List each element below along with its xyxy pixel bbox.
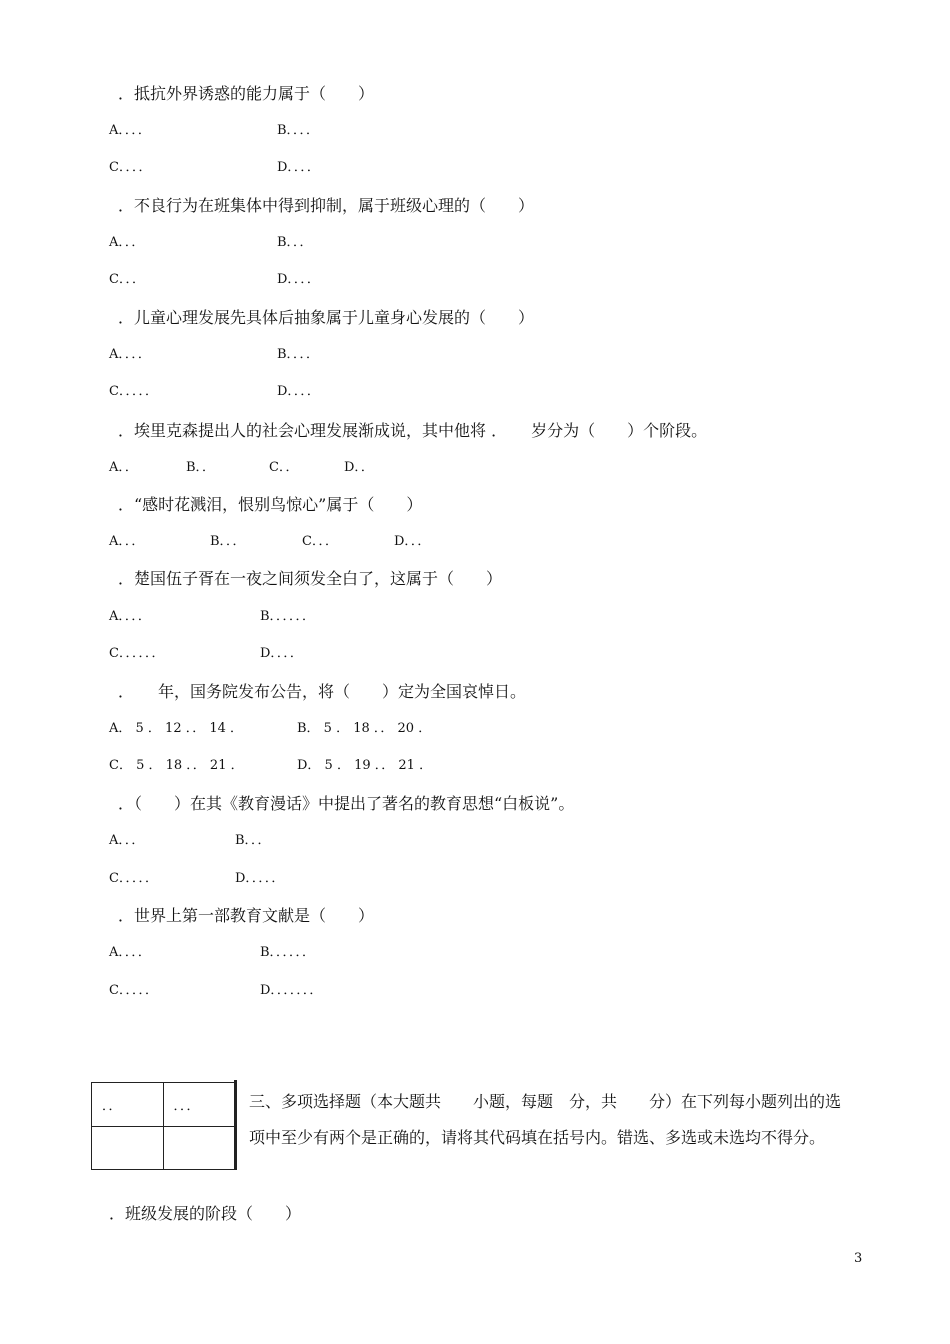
option-c: C．．．．．．: [109, 646, 165, 661]
question-stem: ．儿童心理发展先具体后抽象属于儿童身心发展的（ ）: [118, 308, 535, 327]
option-c: C．．．．．: [109, 983, 158, 998]
option-d: D．．．．: [277, 384, 320, 399]
question-stem: ．不良行为在班集体中得到抑制，属于班级心理的（ ）: [118, 196, 535, 215]
score-header: ．．: [92, 1083, 164, 1127]
question-stem: ．班级发展的阶段（ ）: [109, 1204, 302, 1223]
option-b: B．．．．．．: [260, 945, 316, 960]
option-b: B．．．: [235, 833, 271, 848]
option-d: D．．．．．: [235, 871, 285, 886]
option-d: D．．．．: [277, 160, 320, 175]
question-stem: ． 年，国务院发布公告，将（ ）定为全国哀悼日。: [118, 682, 527, 701]
option-a: A． 5 ． 12 ．． 14 ．: [109, 721, 244, 736]
option-a: A．．: [109, 460, 138, 475]
option-b: B．．．．: [277, 347, 320, 362]
option-a: A．．．．: [109, 123, 151, 138]
option-a: A．．．．: [109, 347, 151, 362]
option-b: B．．．: [210, 534, 246, 549]
option-b: B．．: [186, 460, 216, 475]
section-line-2: 项中至少有两个是正确的，请将其代码填在括号内。错选、多选或未选均不得分。: [249, 1128, 826, 1147]
option-d: D．．．: [394, 534, 431, 549]
question-stem: ．抵抗外界诱惑的能力属于（ ）: [118, 84, 375, 103]
option-d: D．．．．: [260, 646, 303, 661]
option-a: A．．．．: [109, 609, 151, 624]
option-d: D． 5 ． 19 ．． 21 ．: [297, 758, 433, 773]
option-c: C． 5 ． 18 ．． 21 ．: [109, 758, 244, 773]
option-a: A．．．: [109, 534, 145, 549]
option-b: B．．．: [277, 235, 313, 250]
question-stem: ．（ ）在其《教育漫话》中提出了著名的教育思想“白板说”。: [118, 794, 575, 813]
option-a: A．．．: [109, 235, 145, 250]
option-c: C．．．．: [109, 160, 152, 175]
question-stem: ．“感时花溅泪，恨别鸟惊心”属于（ ）: [118, 495, 423, 514]
option-c: C．．．．．: [109, 871, 158, 886]
option-c: C．．．: [302, 534, 338, 549]
question-stem: ．埃里克森提出人的社会心理发展渐成说，其中他将 ． 岁分为（ ）个阶段。: [118, 421, 708, 440]
option-d: D．．: [344, 460, 374, 475]
table-divider: [234, 1080, 237, 1170]
section-heading: [249, 1084, 869, 1156]
score-cell: [92, 1126, 164, 1170]
option-d: D．．．．．．．: [260, 983, 323, 998]
option-d: D．．．．: [277, 272, 320, 287]
option-b: B．．．．．．: [260, 609, 316, 624]
option-b: B． 5 ． 18 ．． 20 ．: [297, 721, 432, 736]
section-line-1: 三、多项选择题（本大题共 小题，每题 分，共 分）在下列每小题列出的选: [249, 1092, 842, 1111]
option-c: C．．: [269, 460, 299, 475]
grader-cell: [163, 1126, 235, 1170]
option-a: A．．．．: [109, 945, 151, 960]
option-a: A．．．: [109, 833, 145, 848]
option-c: C．．．．．: [109, 384, 158, 399]
question-stem: ．楚国伍子胥在一夜之间须发全白了，这属于（ ）: [118, 569, 503, 588]
score-table: [91, 1082, 235, 1170]
question-stem: ．世界上第一部教育文献是（ ）: [118, 906, 375, 925]
option-c: C．．．: [109, 272, 145, 287]
grader-header: ．．．: [163, 1083, 235, 1127]
option-b: B．．．．: [277, 123, 320, 138]
page-number: 3: [854, 1251, 863, 1266]
